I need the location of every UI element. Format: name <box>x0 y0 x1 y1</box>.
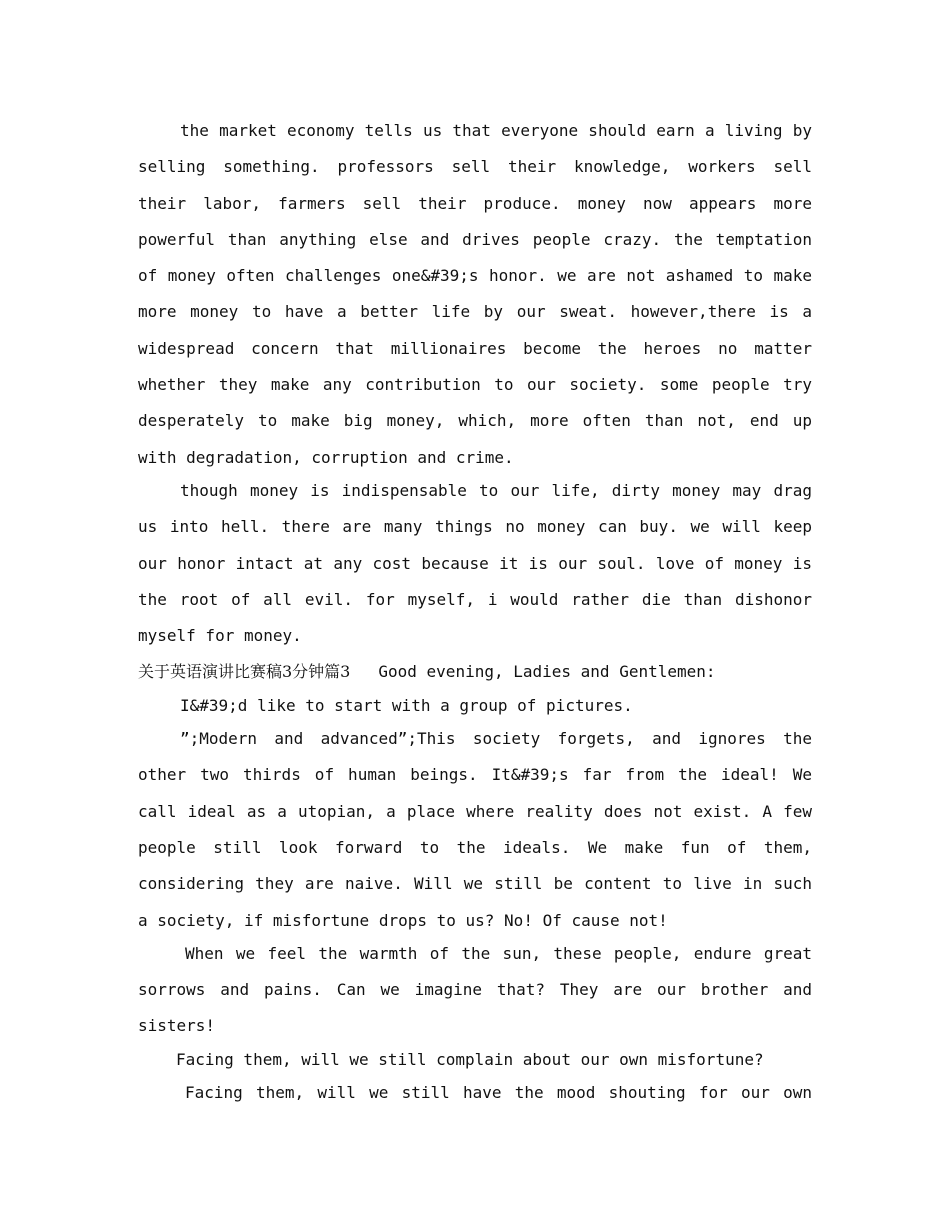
paragraph-dirty-money: though money is indispensable to our life, dirty money may drag us into hell. there are many things no money can buy. we will keep our honor intact at any cost because it is our soul. love of money is the root of all evil. for myself, i would rather die than dishonor myself for money. <box>138 480 812 646</box>
paragraph-warmth-of-sun: When we feel the warmth of the sun, these people, endure great sorrows and pains. Can we imagine that? They are our brother and sisters! <box>138 943 812 1036</box>
paragraph-modern-society: ”;Modern and advanced”;This society forgets, and ignores the other two thirds of human beings. It&#39;s far from the ideal! We call ideal as a utopian, a place where reality does not exist. A few people still look forward to the ideals. We make fun of them, considering they are naive. Will we still be content to live in such a society, if misfortune drops to us? No! Of cause not! <box>138 729 812 930</box>
section-greeting: Good evening, Ladies and Gentlemen: <box>378 662 716 682</box>
paragraph-complain: Facing them, will we still complain about our own misfortune? <box>176 1049 764 1069</box>
paragraph-mood-shouting: Facing them, will we still have the mood shouting for our own <box>185 1083 812 1103</box>
paragraph-market-economy: the market economy tells us that everyone should earn a living by selling something. professors sell their knowledge, workers sell their labor, farmers sell their produce. money now appears more powerful than anything else and drives people crazy. the temptation of money often challenges one&#39;s honor. we are not ashamed to make more money to have a better life by our sweat. however,there is a widespread concern that millionaires become the heroes no matter whether they make any contribution to our society. some people try desperately to make big money, which, more often than not, end up with degradation, corruption and crime. <box>138 121 812 467</box>
document-page <box>138 113 812 1111</box>
section-title: 关于英语演讲比赛稿3分钟篇3 <box>138 662 351 682</box>
paragraph-pictures: I&#39;d like to start with a group of pictures. <box>180 695 633 715</box>
section-heading <box>138 654 812 690</box>
